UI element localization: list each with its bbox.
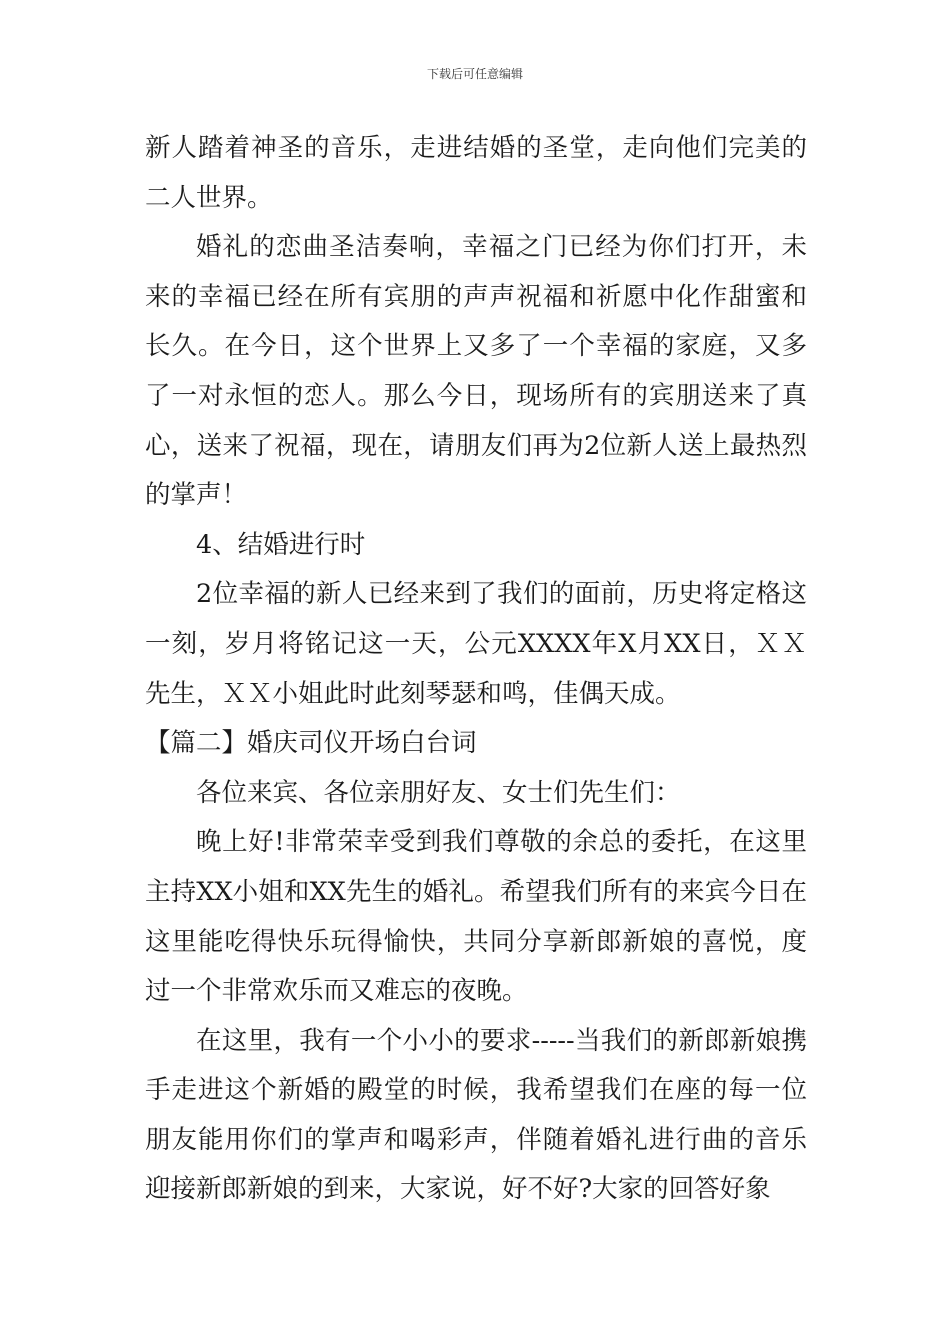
paragraph: 2位幸福的新人已经来到了我们的面前，历史将定格这一刻，岁月将铭记这一天，公元XXXX年X月XX日，ＸＸ先生，ＸＸ小姐此时此刻琴瑟和鸣，佳偶天成。	[145, 579, 807, 709]
section-heading: 4、结婚进行时	[196, 529, 366, 560]
paragraph: 新人踏着神圣的音乐，走进结婚的圣堂，走向他们完美的二人世界。	[145, 133, 807, 213]
document-body	[145, 124, 807, 1215]
greeting: 各位来宾、各位亲朋好友、女士们先生们：	[196, 777, 681, 808]
paragraph: 婚礼的恋曲圣洁奏响，幸福之门已经为你们打开，未来的幸福已经在所有宾朋的声声祝福和祈愿中化作甜蜜和长久。在今日，这个世界上又多了一个幸福的家庭，又多了一对永恒的恋人。那么今日，现场所有的宾朋送来了真心，送来了祝福，现在，请朋友们再为2位新人送上最热烈的掌声！	[145, 232, 807, 511]
chapter-title: 【篇二】婚庆司仪开场白台词	[145, 728, 477, 759]
page-header: 下载后可任意编辑	[426, 67, 523, 81]
paragraph: 晚上好!非常荣幸受到我们尊敬的余总的委托，在这里主持XX小姐和XX先生的婚礼。希望我们所有的来宾今日在这里能吃得快乐玩得愉快，共同分享新郎新娘的喜悦，度过一个非常欢乐而又难忘的夜晚。	[145, 827, 807, 1007]
paragraph: 在这里，我有一个小小的要求-----当我们的新郎新娘携手走进这个新婚的殿堂的时候，我希望我们在座的每一位朋友能用你们的掌声和喝彩声，伴随着婚礼进行曲的音乐迎接新郎新娘的到来，大家说，好不好?大家的回答好象	[145, 1025, 807, 1205]
